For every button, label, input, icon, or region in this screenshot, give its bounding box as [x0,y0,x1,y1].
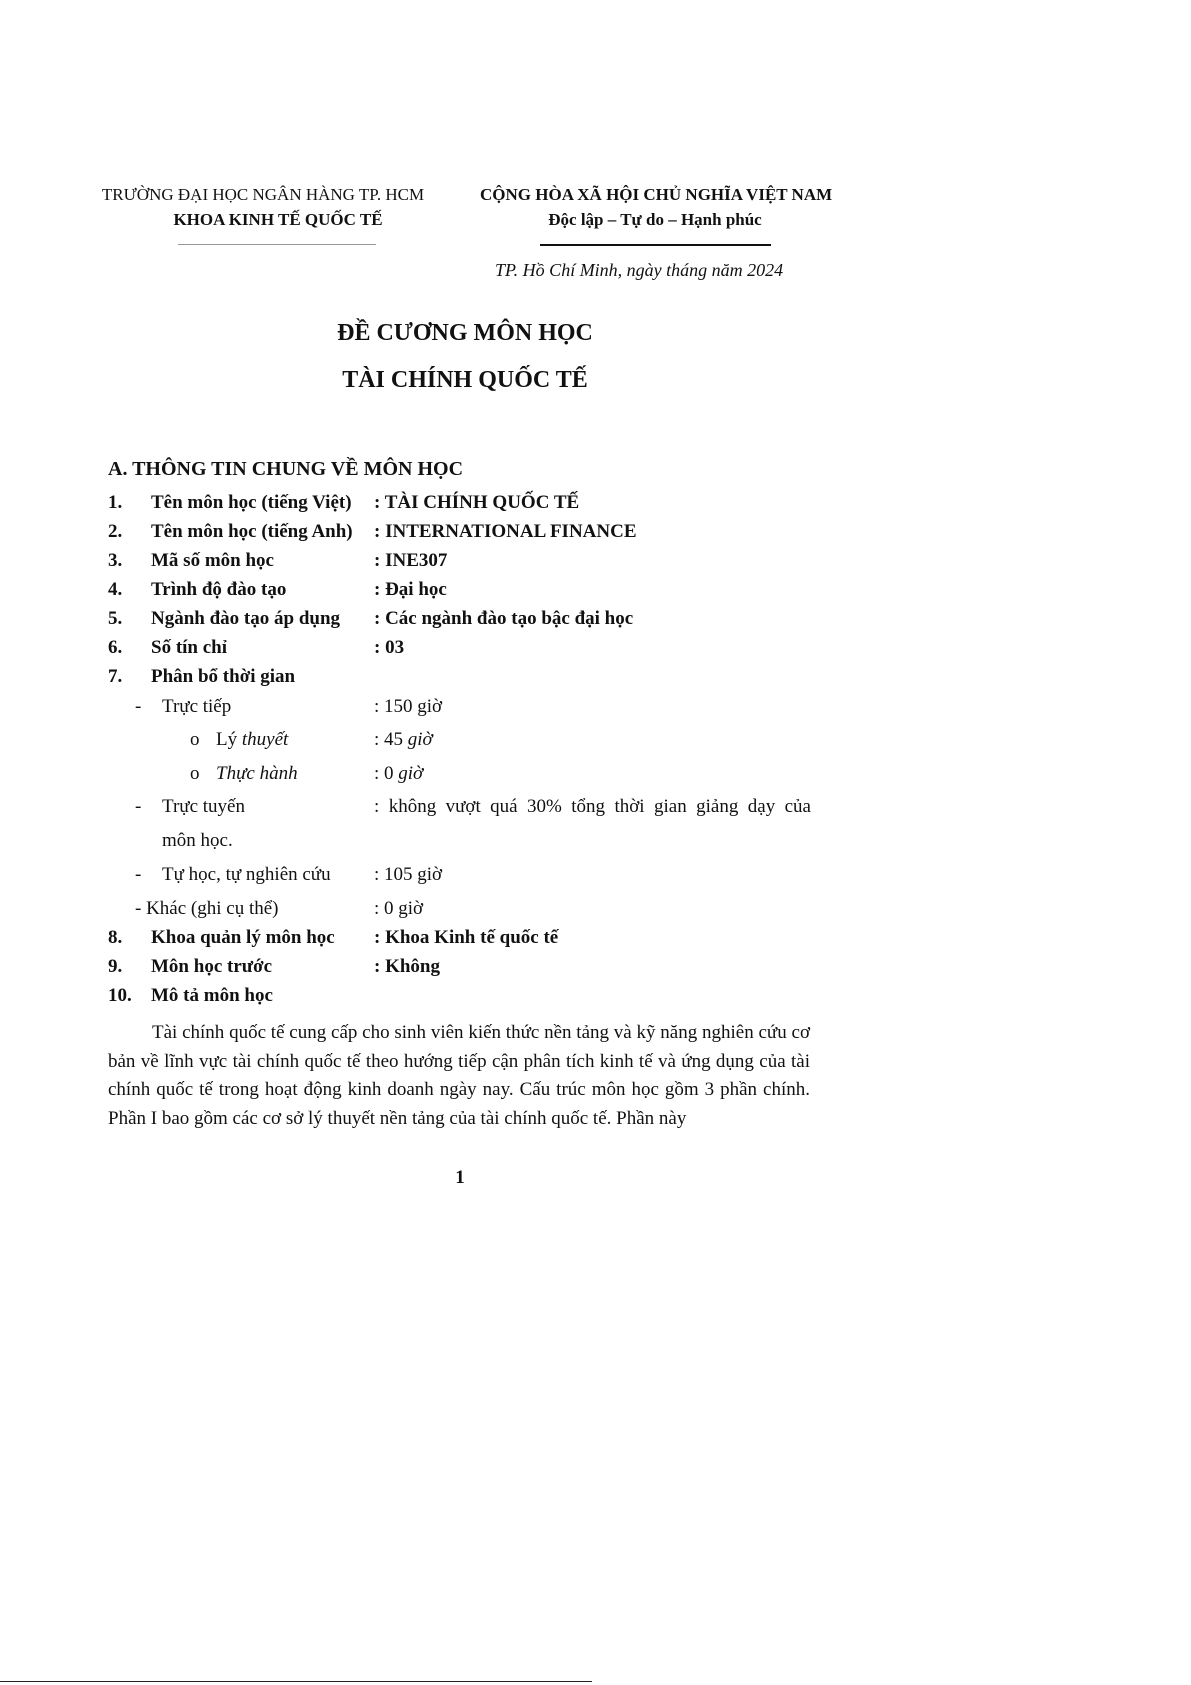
time-theory-value [374,729,433,751]
time-direct-label: Trực tiếp [162,696,232,717]
item-label: Mã số môn học [151,550,274,571]
list-item [0,956,1191,982]
item-value: : INE307 [374,550,448,571]
item-label: Trình độ đào tạo [151,579,287,600]
dash-marker: - [135,864,142,885]
country-slogan: Độc lập – Tự do – Hạnh phúc [548,210,762,229]
course-description: Tài chính quốc tế cung cấp cho sinh viên kiến thức nền tảng và kỹ năng nghiên cứu cơ bản về lĩnh vực tài chính quốc tế theo hướng tiếp cận phân tích kinh tế và ứng dụng của tài chính quốc tế trong hoạt động kinh doanh ngày nay. Cấu trúc môn học gồm 3 phần chính. Phần I bao gồm các cơ sở lý thuyết nền tảng của tài chính quốc tế. Phần này [108,1022,810,1129]
header-right-divider [540,244,771,246]
time-practice-row [0,763,1191,789]
list-item [0,492,1191,518]
time-direct-row [0,696,1191,722]
faculty-name: KHOA KINH TẾ QUỐC TẾ [173,210,383,229]
item-label: Khoa quản lý môn học [151,927,335,948]
list-item [0,579,1191,605]
dash-marker: - [135,696,142,717]
item-number: 3. [108,550,123,571]
list-item [0,666,1191,692]
item-label: Mô tả môn học [151,985,273,1006]
time-theory-label [216,729,288,751]
time-practice-value [374,763,423,785]
item-label: Tên môn học (tiếng Anh) [151,521,353,542]
time-other-value: : 0 giờ [374,898,424,919]
time-self-study-row [0,864,1191,890]
item-number: 9. [108,956,123,977]
time-online-continuation: môn học. [162,830,233,851]
item-value: : Khoa Kinh tế quốc tế [374,927,559,948]
footer-divider [0,1681,592,1682]
document-title: ĐỀ CƯƠNG MÔN HỌC [337,320,593,346]
time-theory-label-a: Lý [216,729,242,750]
list-item [0,927,1191,953]
time-direct-value: : 150 giờ [374,696,443,717]
item-number: 2. [108,521,123,542]
item-label: Môn học trước [151,956,273,977]
time-theory-label-b: thuyết [241,729,289,750]
item-label: Tên môn học (tiếng Việt) [151,492,352,513]
item-value: : Các ngành đào tạo bậc đại học [374,608,634,629]
university-name: TRƯỜNG ĐẠI HỌC NGÂN HÀNG TP. HCM [101,185,425,204]
time-practice-value-b: giờ [398,763,424,784]
list-item [0,521,1191,547]
time-practice-value-a: : 0 [374,763,399,784]
time-theory-row [0,729,1191,755]
item-label: Ngành đào tạo áp dụng [151,608,341,629]
time-practice-label: Thực hành [216,763,298,784]
page-number: 1 [455,1167,465,1188]
item-label: Phân bổ thời gian [151,666,296,687]
item-number: 6. [108,637,123,658]
bullet-marker: o [190,763,200,784]
item-number: 10. [108,985,132,1006]
time-self-study-label: Tự học, tự nghiên cứu [162,864,331,885]
country-motto: CỘNG HÒA XÃ HỘI CHỦ NGHĨA VIỆT NAM [480,185,833,204]
list-item [0,985,1191,1011]
time-online-row [0,796,1191,822]
item-number: 8. [108,927,123,948]
item-number: 7. [108,666,123,687]
section-a-heading: A. THÔNG TIN CHUNG VỀ MÔN HỌC [108,458,464,480]
list-item [0,637,1191,663]
item-value: : TÀI CHÍNH QUỐC TẾ [374,492,580,513]
date-line: TP. Hồ Chí Minh, ngày tháng năm 2024 [495,260,784,280]
time-theory-value-a: : 45 [374,729,408,750]
item-number: 4. [108,579,123,600]
time-online-label: Trực tuyến [162,796,245,817]
item-number: 5. [108,608,123,629]
list-item [0,608,1191,634]
time-self-study-value: : 105 giờ [374,864,443,885]
header-left-divider [178,244,376,245]
item-value: : INTERNATIONAL FINANCE [374,521,637,542]
item-label: Số tín chỉ [151,637,228,658]
item-value: : Không [374,956,440,977]
item-value: : Đại học [374,579,447,600]
time-online-value: : không vượt quá 30% tổng thời gian giảng dạy của [374,796,811,817]
item-number: 1. [108,492,123,513]
bullet-marker: o [190,729,200,750]
list-item [0,550,1191,576]
time-other-label: - Khác (ghi cụ thể) [135,898,279,919]
dash-marker: - [135,796,142,817]
item-value: : 03 [374,637,405,658]
time-other-row [0,898,1191,924]
course-title: TÀI CHÍNH QUỐC TẾ [342,367,588,393]
time-theory-value-b: giờ [407,729,433,750]
